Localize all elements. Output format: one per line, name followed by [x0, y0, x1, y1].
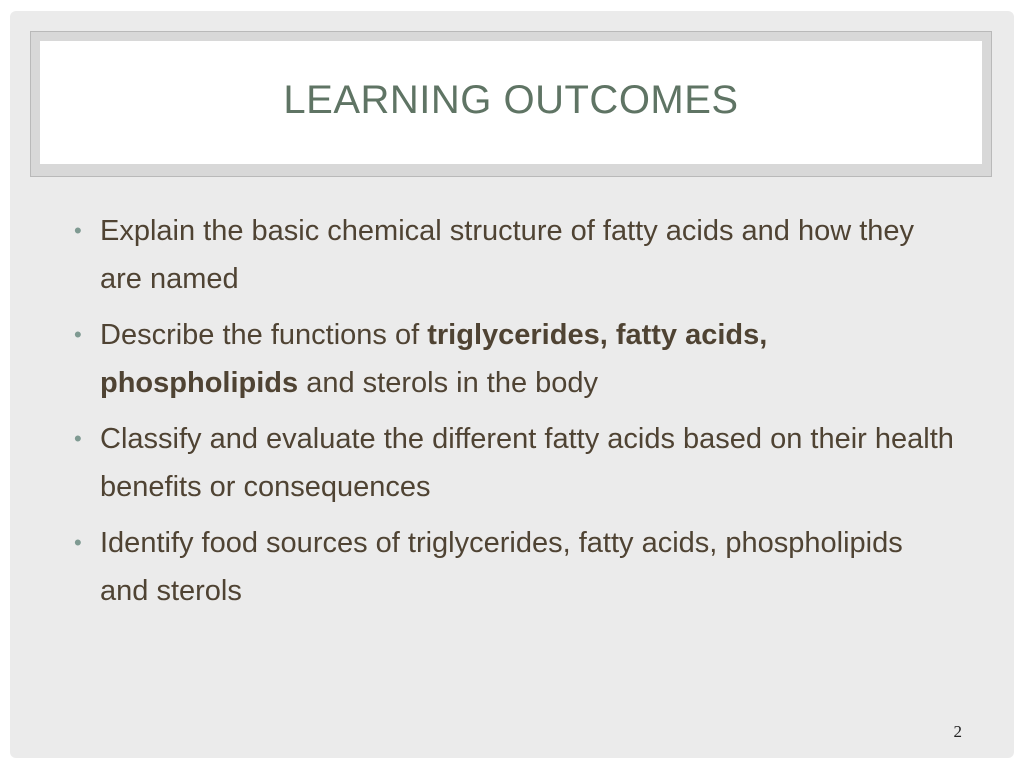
bullet-item [74, 519, 954, 615]
bullet-dot-icon: • [74, 530, 82, 555]
bullet-item [74, 311, 954, 407]
bullet-item [74, 207, 954, 303]
slide [10, 11, 1014, 758]
slide-title: LEARNING OUTCOMES [283, 78, 739, 122]
bullet-text: Identify food sources of triglycerides, fatty acids, phospholipids and sterols [100, 527, 903, 607]
bullet-text-bold: triglycerides, fatty acids, phospholipids [100, 319, 768, 399]
title-box [40, 41, 982, 164]
bullet-text-before: Describe the functions of [100, 319, 428, 351]
bullet-list [74, 207, 954, 623]
bullet-text [100, 319, 767, 399]
bullet-text: Classify and evaluate the different fatty acids based on their health benefits or consequences [100, 423, 954, 503]
bullet-dot-icon: • [74, 426, 82, 451]
bullet-item [74, 415, 954, 511]
bullet-text-after: and sterols in the body [298, 367, 599, 399]
page-number: 2 [953, 722, 962, 741]
bullet-text: Explain the basic chemical structure of fatty acids and how they are named [100, 215, 915, 295]
title-frame [30, 31, 992, 177]
bullet-dot-icon: • [74, 218, 82, 243]
bullet-dot-icon: • [74, 322, 82, 347]
